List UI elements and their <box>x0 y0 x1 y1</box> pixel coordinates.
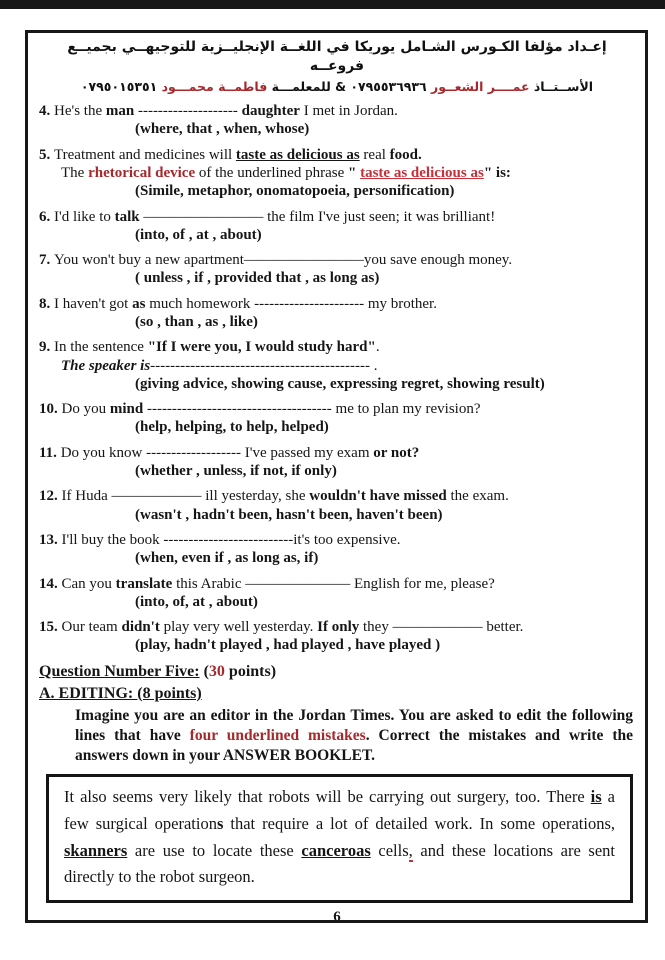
text-segment: food. <box>389 146 422 163</box>
question-options-line <box>39 549 635 567</box>
text-segment: I haven't got <box>54 295 133 312</box>
text-segment: (whether , unless, if not, if only) <box>135 463 337 480</box>
text-segment: skanners <box>64 840 128 860</box>
text-segment: You won't buy a new apartment————————you save enough money. <box>54 252 513 269</box>
text-segment: translate <box>115 575 173 592</box>
text-segment: الأســتــاذ <box>529 78 594 94</box>
text-segment: I'll buy the book --------------------------it's too expensive. <box>61 531 401 548</box>
text-segment: Do you know ------------------- I've passed my exam <box>60 444 374 461</box>
text-segment: this Arabic ——————— English for me, please? <box>172 575 495 592</box>
text-segment: man <box>105 103 135 120</box>
text-segment: & <box>335 78 347 94</box>
question-stem-line <box>39 531 635 549</box>
text-segment: 15. <box>39 619 62 636</box>
text-segment: Question Number Five: <box>39 662 200 680</box>
text-segment: 6. <box>39 208 54 225</box>
text-segment: 8. <box>39 295 54 312</box>
text-segment: canceroas <box>301 840 371 860</box>
text-segment: "If I were you, I would study hard" <box>147 339 376 356</box>
text-segment: ( <box>199 662 209 680</box>
text-segment: talk <box>114 208 140 225</box>
question-options-line <box>39 120 635 138</box>
question-cont-line <box>39 357 635 375</box>
question-options-line <box>39 182 635 200</box>
question-stem-line <box>39 208 635 226</box>
text-segment: He's the <box>54 103 106 120</box>
question-item <box>39 208 635 245</box>
text-segment: Our team <box>61 619 122 636</box>
text-segment: the exam. <box>446 488 509 505</box>
text-segment: ٠٧٩٥٠١٥٣٥١ <box>80 78 162 94</box>
question-item <box>39 400 635 437</box>
text-segment: (into, of , at , about) <box>135 226 262 243</box>
question-stem-line <box>39 444 635 462</box>
editing-passage-box <box>46 774 633 903</box>
text-segment: 7. <box>39 252 54 269</box>
text-segment: mind <box>109 401 144 418</box>
question-item <box>39 487 635 524</box>
header-contacts <box>39 79 635 95</box>
text-segment: 9. <box>39 339 54 356</box>
text-segment: عمــــر الشعــور <box>431 78 530 94</box>
question-stem-line <box>39 618 635 636</box>
text-segment: play very well yesterday. <box>159 619 318 636</box>
text-segment: are use to locate these <box>127 840 302 860</box>
text-segment: that require a lot of detailed work. In some operations, <box>223 813 616 833</box>
text-segment: فاطمــة محمـــود <box>161 78 268 94</box>
text-segment: (play, hadn't played , had played , have played ) <box>135 637 441 654</box>
question-stem-line <box>39 400 635 418</box>
text-segment: a few surgical operation <box>64 787 615 833</box>
text-segment: of the underlined phrase <box>195 164 348 181</box>
text-segment: -------------------------------------------- <box>150 357 370 374</box>
text-segment: I'd like to <box>54 208 115 225</box>
question-options-line <box>39 313 635 331</box>
text-segment: (Simile, metaphor, onomatopoeia, personification) <box>135 183 455 200</box>
text-segment: 4. <box>39 103 54 120</box>
text-segment: wouldn't have missed <box>309 488 447 505</box>
text-segment: If only <box>317 619 360 636</box>
question-stem-line <box>39 251 635 269</box>
text-segment: real <box>359 146 390 163</box>
text-segment: Can you <box>61 575 116 592</box>
text-segment: as <box>132 295 146 312</box>
text-segment: للمعلمـــة <box>267 78 336 94</box>
text-segment: ( unless , if , provided that , as long as) <box>135 270 380 287</box>
text-segment: four underlined mistakes <box>189 726 366 744</box>
text-segment: (so , than , as , like) <box>135 314 258 330</box>
text-segment: cells <box>370 840 409 860</box>
question-options-line <box>39 506 635 524</box>
question-options-line <box>39 462 635 480</box>
text-segment: points) <box>224 662 277 680</box>
text-segment: much homework ---------------------- my brother. <box>145 295 437 312</box>
question-options-line <box>39 636 635 654</box>
text-segment: The speaker is <box>61 357 151 374</box>
question-stem-line <box>39 487 635 505</box>
text-segment: Treatment and medicines will <box>54 146 236 163</box>
text-segment: daughter <box>241 103 300 120</box>
text-segment: is: <box>495 164 511 181</box>
question-stem-line <box>39 575 635 593</box>
text-segment: ٠٧٩٥٥٣٦٩٣٦ <box>346 78 432 94</box>
editing-heading <box>39 684 635 704</box>
text-segment: 10. <box>39 401 62 418</box>
text-segment: they —————— better. <box>359 619 524 636</box>
text-segment: or not? <box>373 444 420 461</box>
text-segment: (wasn't , hadn't been, hasn't been, haven't been) <box>135 506 443 523</box>
question-options-line <box>39 418 635 436</box>
text-segment: , <box>408 840 413 860</box>
text-segment: ------------------------------------- me to plan my revision? <box>143 401 481 418</box>
text-segment: (giving advice, showing cause, expressing regret, showing result) <box>135 375 545 392</box>
question-item <box>39 102 635 139</box>
text-segment: It also seems very likely that robots will be carrying out surgery, too. There <box>64 787 591 807</box>
text-segment: taste as delicious as <box>235 146 360 163</box>
text-segment: 12. <box>39 488 62 505</box>
question-options-line <box>39 226 635 244</box>
text-segment: (where, that , when, whose) <box>135 121 310 138</box>
text-segment: (when, even if , as long as, if) <box>135 550 319 567</box>
text-segment: 30 <box>208 662 225 680</box>
question-item <box>39 531 635 568</box>
text-segment: . <box>375 339 380 356</box>
page-number: 6 <box>333 909 341 926</box>
text-segment: (help, helping, to help, helped) <box>135 419 329 436</box>
text-segment: I met in Jordan. <box>299 103 398 120</box>
question-cont-line <box>39 164 635 182</box>
text-segment: 14. <box>39 575 62 592</box>
text-segment: 11. <box>39 444 61 461</box>
question-options-line <box>39 269 635 287</box>
text-segment: " <box>348 164 361 181</box>
text-segment: ———————— the film I've just seen; it was brilliant! <box>139 208 496 225</box>
text-segment: A. EDITING: (8 points) <box>39 684 202 702</box>
text-segment: . <box>369 357 378 374</box>
text-segment: s <box>216 813 224 833</box>
question-item <box>39 146 635 201</box>
page-border-frame <box>25 30 648 926</box>
questions-list <box>39 102 635 655</box>
text-segment: -------------------- <box>134 103 242 120</box>
text-segment: rhetorical device <box>88 164 196 181</box>
question-stem-line <box>39 146 635 164</box>
header <box>39 38 635 95</box>
text-segment: 5. <box>39 146 54 163</box>
text-segment: 13. <box>39 531 62 548</box>
scan-edge-bar <box>0 0 665 9</box>
question-item <box>39 251 635 288</box>
question-stem-line <box>39 102 635 120</box>
header-arabic-title: إعـداد مؤلفا الكـورس الشـامل يوريكا في اللغــة الإنجليــزية للتوجيهــي بجميــع فروعــه <box>67 39 607 74</box>
text-segment: Do you <box>61 401 110 418</box>
text-segment: is <box>590 787 602 807</box>
text-segment: and these locations are sent directly to the robot surgeon. <box>64 840 615 887</box>
question-stem-line <box>39 295 635 313</box>
question-item <box>39 575 635 612</box>
question-item <box>39 338 635 393</box>
text-segment: . Correct the mistakes and write the answers down in your ANSWER BOOKLET. <box>75 726 633 765</box>
text-segment: The <box>61 164 89 181</box>
question-item <box>39 444 635 481</box>
text-segment: (into, of, at , about) <box>135 593 258 610</box>
text-segment: If Huda —————— ill yesterday, she <box>61 488 310 505</box>
question-options-line <box>39 593 635 611</box>
text-segment: didn't <box>121 619 160 636</box>
section-five-heading <box>39 662 635 682</box>
question-options-line <box>39 375 635 393</box>
text-segment: In the sentence <box>54 339 148 356</box>
text-segment: " <box>483 164 493 181</box>
text-segment: Imagine you are an editor in the Jordan Times. You are asked to edit the following lines that have <box>75 706 633 744</box>
question-stem-line <box>39 338 635 356</box>
editing-instructions <box>39 704 635 769</box>
text-segment: taste as delicious as <box>360 164 484 181</box>
question-item <box>39 295 635 332</box>
question-item <box>39 618 635 655</box>
